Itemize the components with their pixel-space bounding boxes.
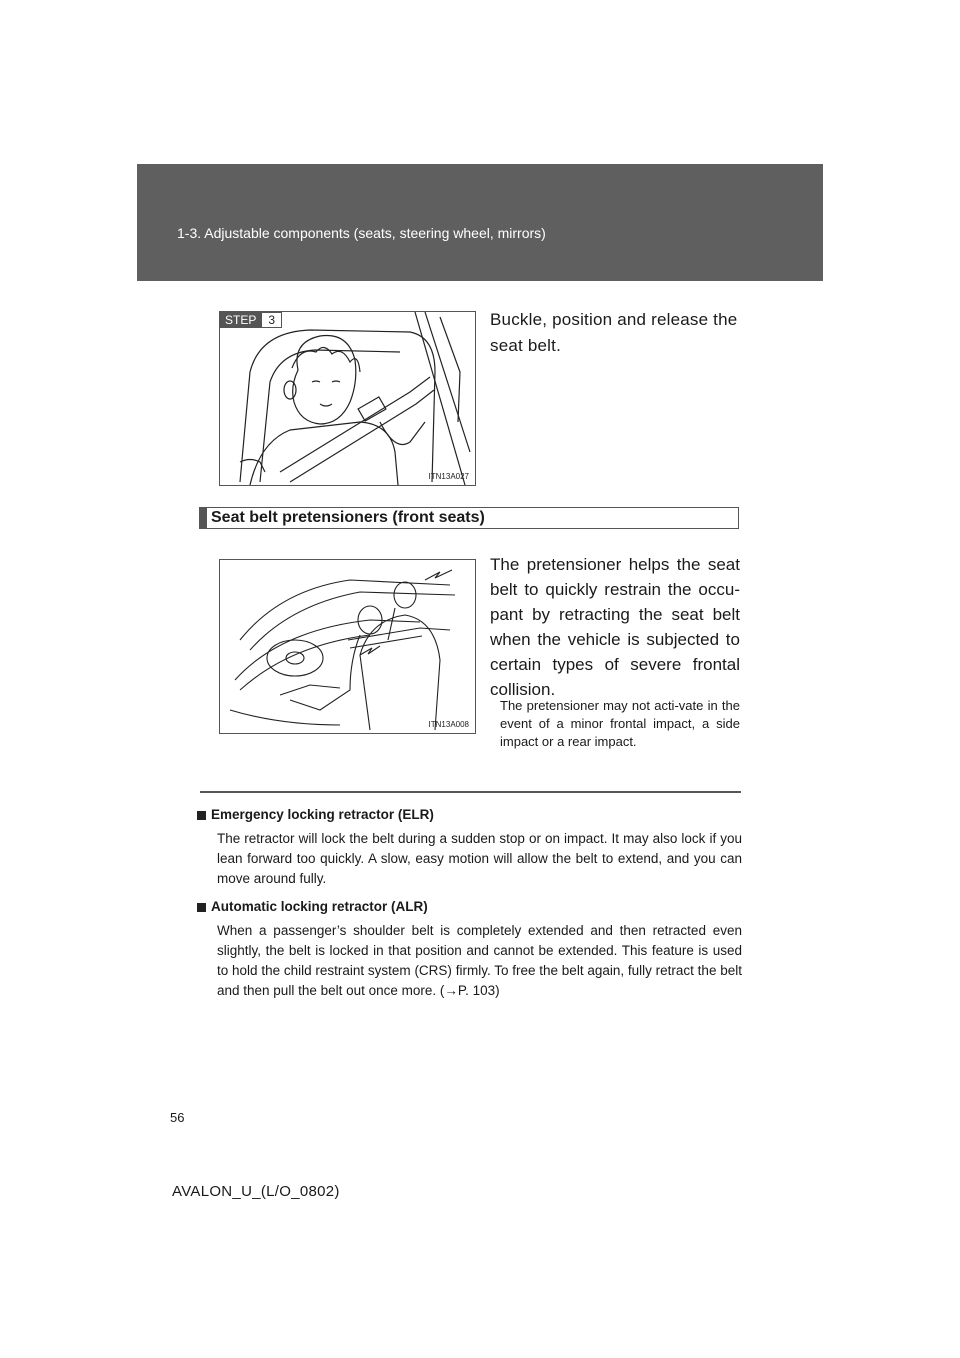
step-label: STEP bbox=[220, 312, 261, 328]
note-title: Automatic locking retractor (ALR) bbox=[211, 899, 428, 914]
figure-code: ITN13A008 bbox=[428, 720, 469, 729]
step-badge bbox=[220, 312, 282, 328]
square-bullet-icon bbox=[197, 811, 206, 820]
header-band bbox=[137, 164, 823, 281]
step-figure bbox=[219, 311, 476, 486]
section-title: 1-3. Adjustable components (seats, steering wheel, mirrors) bbox=[177, 225, 546, 241]
pretensioner-note: The pretensioner may not acti-vate in the event of a minor frontal impact, a side impact or a rear impact. bbox=[500, 698, 740, 749]
note-body: When a passenger’s shoulder belt is completely extended and then retracted even slightly, the belt is locked in that position and cannot be extended. This feature is used to hold the child restraint system (CRS) firmly. To free the belt again, fully retract the belt and then pull the belt out once more. (→P. 103) bbox=[217, 923, 742, 998]
step-instruction: Buckle, position and release the seat belt. bbox=[490, 310, 738, 355]
step-number: 3 bbox=[261, 312, 282, 328]
car-interior-illustration bbox=[220, 560, 475, 733]
note-title: Emergency locking retractor (ELR) bbox=[211, 807, 434, 822]
note-body: The retractor will lock the belt during a sudden stop or on impact. It may also lock if you lean forward too quickly. A slow, easy motion will allow the belt to extend, and you can move around fully. bbox=[217, 831, 742, 886]
pretensioner-figure bbox=[219, 559, 476, 734]
section-heading: Seat belt pretensioners (front seats) bbox=[199, 507, 739, 529]
square-bullet-icon bbox=[197, 903, 206, 912]
footer-code: AVALON_U_(L/O_0802) bbox=[172, 1183, 340, 1200]
child-seatbelt-illustration bbox=[220, 312, 475, 485]
figure-code: ITN13A027 bbox=[428, 472, 469, 481]
notes-section bbox=[197, 805, 742, 1009]
note-alr bbox=[197, 897, 742, 1001]
pretensioner-description: The pretensioner helps the seat belt to quickly restrain the occu-pant by retracting the seat belt when the vehicle is subjected to certain types of severe frontal collision. bbox=[490, 555, 740, 699]
page-number: 56 bbox=[170, 1110, 185, 1125]
note-elr bbox=[197, 805, 742, 889]
divider bbox=[200, 791, 741, 793]
